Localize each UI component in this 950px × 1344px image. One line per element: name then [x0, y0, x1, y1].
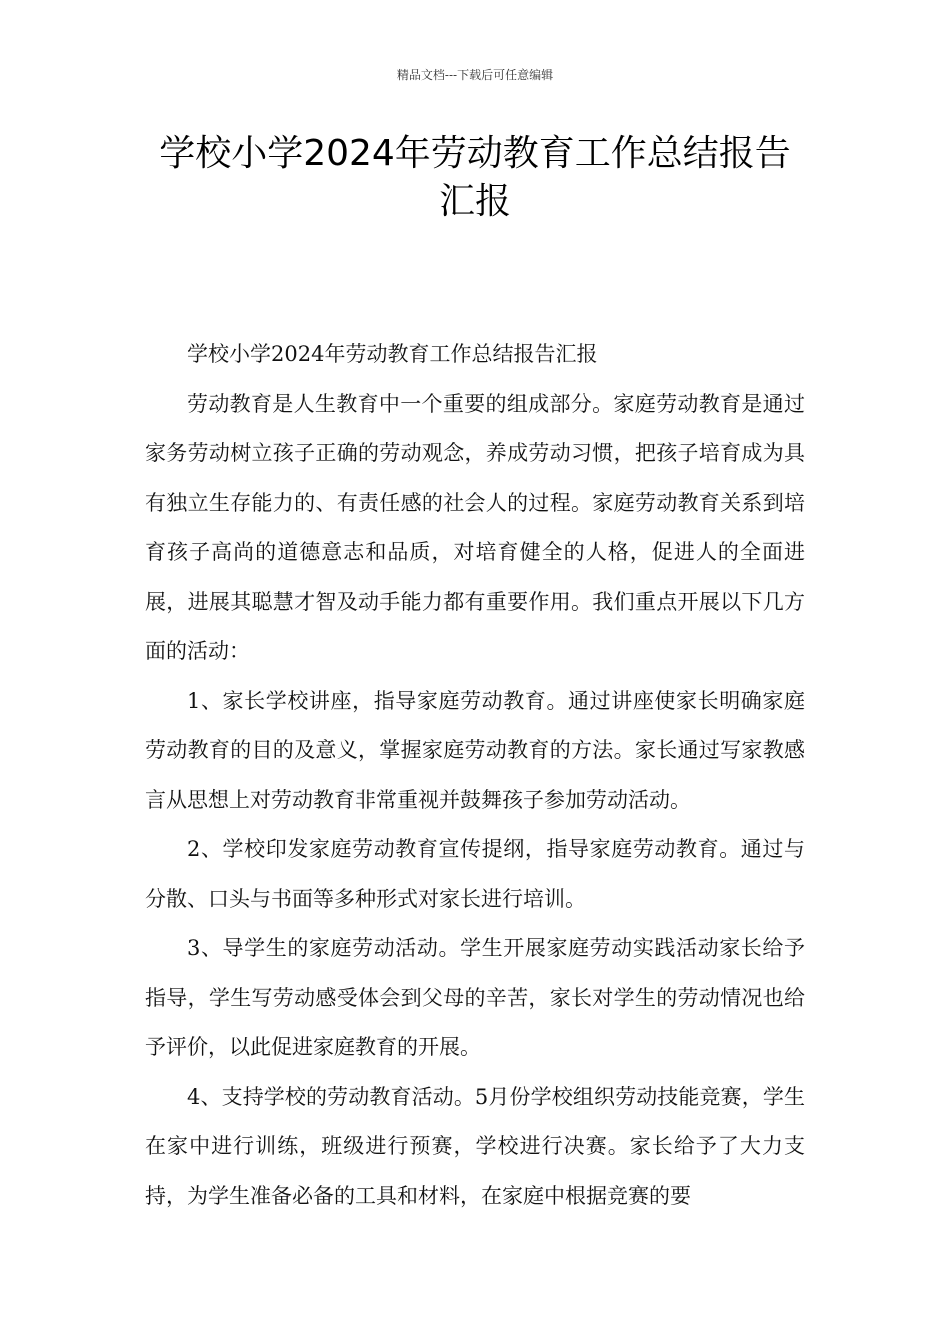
body-paragraph: 2、学校印发家庭劳动教育宣传提纲，指导家庭劳动教育。通过与分散、口头与书面等多种形式对家长进行培训。: [145, 837, 805, 911]
body-paragraph: 劳动教育是人生教育中一个重要的组成部分。家庭劳动教育是通过家务劳动树立孩子正确的劳动观念，养成劳动习惯，把孩子培育成为具有独立生存能力的、有责任感的社会人的过程。家庭劳动教育关系到培育孩子高尚的道德意志和品质，对培育健全的人格，促进人的全面进展，进展其聪慧才智及动手能力都有重要作用。我们重点开展以下几方面的活动：: [145, 391, 805, 663]
body-paragraph: 3、导学生的家庭劳动活动。学生开展家庭劳动实践活动家长给予指导，学生写劳动感受体会到父母的辛苦，家长对学生的劳动情况也给予评价，以此促进家庭教育的开展。: [145, 936, 805, 1059]
body-paragraph: 4、支持学校的劳动教育活动。5月份学校组织劳动技能竞赛，学生在家中进行训练，班级进行预赛，学校进行决赛。家长给予了大力支持，为学生准备必备的工具和材料，在家庭中根据竞赛的要: [145, 1084, 805, 1208]
body-paragraph: 1、家长学校讲座，指导家庭劳动教育。通过讲座使家长明确家庭劳动教育的目的及意义，掌握家庭劳动教育的方法。家长通过写家教感言从思想上对劳动教育非常重视并鼓舞孩子参加劳动活动。: [145, 688, 805, 812]
document-title: 学校小学2024年劳动教育工作总结报告汇报: [159, 133, 791, 222]
document-body: [145, 330, 805, 1221]
body-paragraph: 学校小学2024年劳动教育工作总结报告汇报: [187, 342, 598, 366]
header-note: 精品文档---下载后可任意编辑: [396, 68, 554, 82]
